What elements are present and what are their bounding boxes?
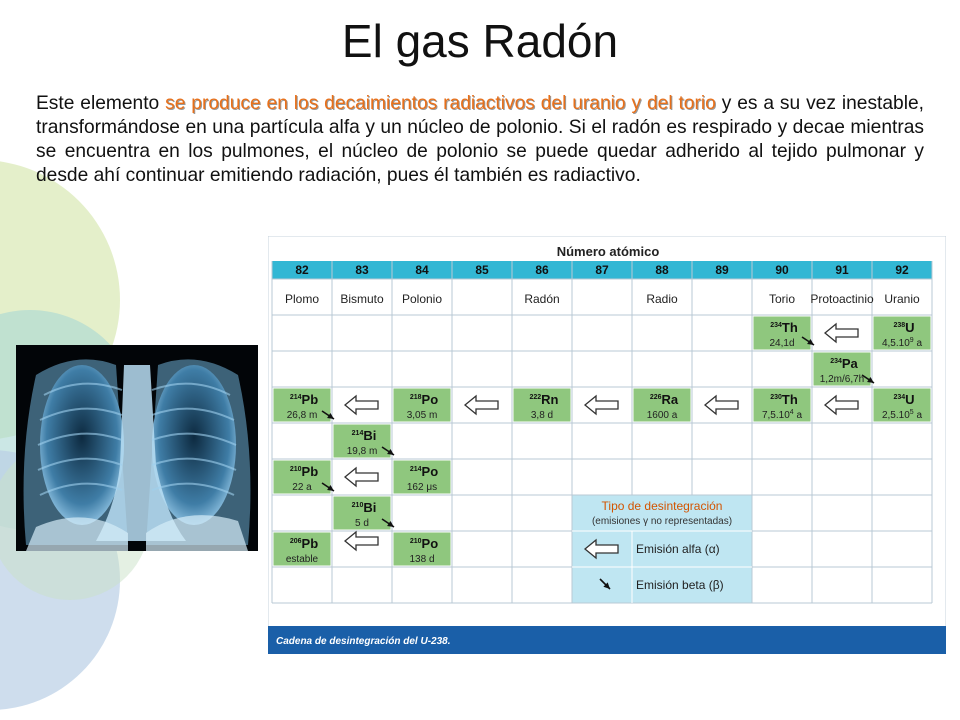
legend-beta-label: Emisión beta (β): [636, 578, 724, 592]
nuclide-symbol: $^{214}_{Po}$: [409, 464, 439, 479]
atomic-number: 83: [355, 263, 369, 277]
atomic-number: 84: [415, 263, 429, 277]
chest-xray: [16, 345, 258, 551]
nuclide-symbol: $^{234}_U$: [893, 392, 915, 407]
nuclide-symbol: $^{210}_{Bi}$: [351, 500, 377, 515]
half-life: 1,2m/6,7h: [819, 374, 865, 385]
half-life: 138 d: [409, 554, 435, 565]
nuclide-cell: [633, 388, 691, 422]
nuclide-symbol: $^{226}_{Ra}$: [649, 392, 679, 407]
half-life: 162 μs: [406, 482, 438, 493]
half-life: 7,5.10$^4$ a: [761, 409, 803, 421]
nuclide-symbol: $^{238}_U$: [893, 320, 915, 335]
legend-title: Tipo de desintegración: [601, 499, 723, 513]
nuclide-cell: [813, 352, 871, 386]
atomic-number: 91: [835, 263, 849, 277]
nuclide-symbol: $^{210}_{Pb}$: [289, 464, 319, 479]
half-life: 4,5.10$^9$ a: [881, 337, 923, 349]
nuclide-cell: [393, 388, 451, 422]
half-life: 19,8 m: [346, 446, 378, 457]
half-life: 1600 a: [646, 410, 678, 421]
chart-header: Número atómico: [556, 244, 660, 259]
nuclide-symbol: $^{214}_{Bi}$: [351, 428, 377, 443]
atomic-number: 88: [655, 263, 669, 277]
atomic-number: 82: [295, 263, 309, 277]
legend-alpha-label: Emisión alfa (α): [636, 542, 720, 556]
element-name: Bismuto: [340, 292, 384, 306]
nuclide-symbol: $^{234}_{Th}$: [770, 320, 798, 335]
half-life: 3,05 m: [406, 410, 438, 421]
nuclide-cell: [393, 460, 451, 494]
nuclide-symbol: $^{222}_{Rn}$: [529, 392, 559, 407]
element-name: Torio: [768, 292, 796, 306]
atomic-number: 85: [475, 263, 489, 277]
element-name: Radón: [524, 292, 560, 306]
decay-chain-chart: [268, 236, 946, 654]
nuclide-symbol: $^{230}_{Th}$: [770, 392, 798, 407]
half-life: 26,8 m: [286, 410, 318, 421]
nuclide-cell: [513, 388, 571, 422]
element-name: Protoactinio: [810, 292, 874, 306]
nuclide-cell: [873, 388, 931, 422]
atomic-number: 90: [775, 263, 789, 277]
atomic-number: 87: [595, 263, 609, 277]
nuclide-cell: [333, 424, 391, 458]
half-life: 5 d: [355, 518, 369, 529]
nuclide-cell: [393, 532, 451, 566]
nuclide-cell: [753, 388, 811, 422]
nuclide-symbol: $^{206}_{Pb}$: [289, 536, 319, 551]
nuclide-cell: [273, 388, 331, 422]
element-name: Radio: [646, 292, 678, 306]
atomic-number: 89: [715, 263, 729, 277]
half-life: 3,8 d: [530, 410, 554, 421]
atomic-number: 86: [535, 263, 549, 277]
half-life: 22 a: [292, 482, 312, 493]
half-life: 24,1d: [769, 338, 795, 349]
legend-note: (emisiones γ no representadas): [591, 516, 733, 527]
element-name: Plomo: [284, 292, 320, 306]
paragraph-intro: Este elemento: [36, 93, 166, 114]
chart-caption: Cadena de desintegración del U-238.: [276, 636, 451, 647]
nuclide-cell: [273, 532, 331, 566]
nuclide-cell: [753, 316, 811, 350]
element-name: Polonio: [401, 292, 443, 306]
description-paragraph: [36, 92, 924, 188]
slide-title: El gas Radón: [341, 15, 619, 67]
nuclide-symbol: $^{214}_{Pb}$: [289, 392, 319, 407]
nuclide-symbol: $^{218}_{Po}$: [409, 392, 439, 407]
atomic-number: 92: [895, 263, 909, 277]
nuclide-cell: [873, 316, 931, 350]
nuclide-cell: [333, 496, 391, 530]
paragraph-highlight: se produce en los decaimientos radiactivos del uranio y del torio: [165, 93, 716, 114]
nuclide-symbol: $^{234}_{Pa}$: [830, 356, 858, 371]
paragraph-rest: y es a su vez inestable, transformándose en una partícula alfa y un núcleo de polonio. Si el radón es respirado y decae mientras se encuentra en los pulmones, el núcleo de polonio se puede quedar adherido al tejido pulmonar y desde ahí continuar emitiendo radiación, pues él también es radiactivo.: [36, 93, 924, 186]
half-life: estable: [285, 554, 319, 565]
nuclide-cell: [273, 460, 331, 494]
half-life: 2,5.10$^5$ a: [881, 409, 923, 421]
element-name: Uranio: [884, 292, 920, 306]
chart-caption-bar: [268, 626, 946, 654]
nuclide-symbol: $^{210}_{Po}$: [409, 536, 439, 551]
